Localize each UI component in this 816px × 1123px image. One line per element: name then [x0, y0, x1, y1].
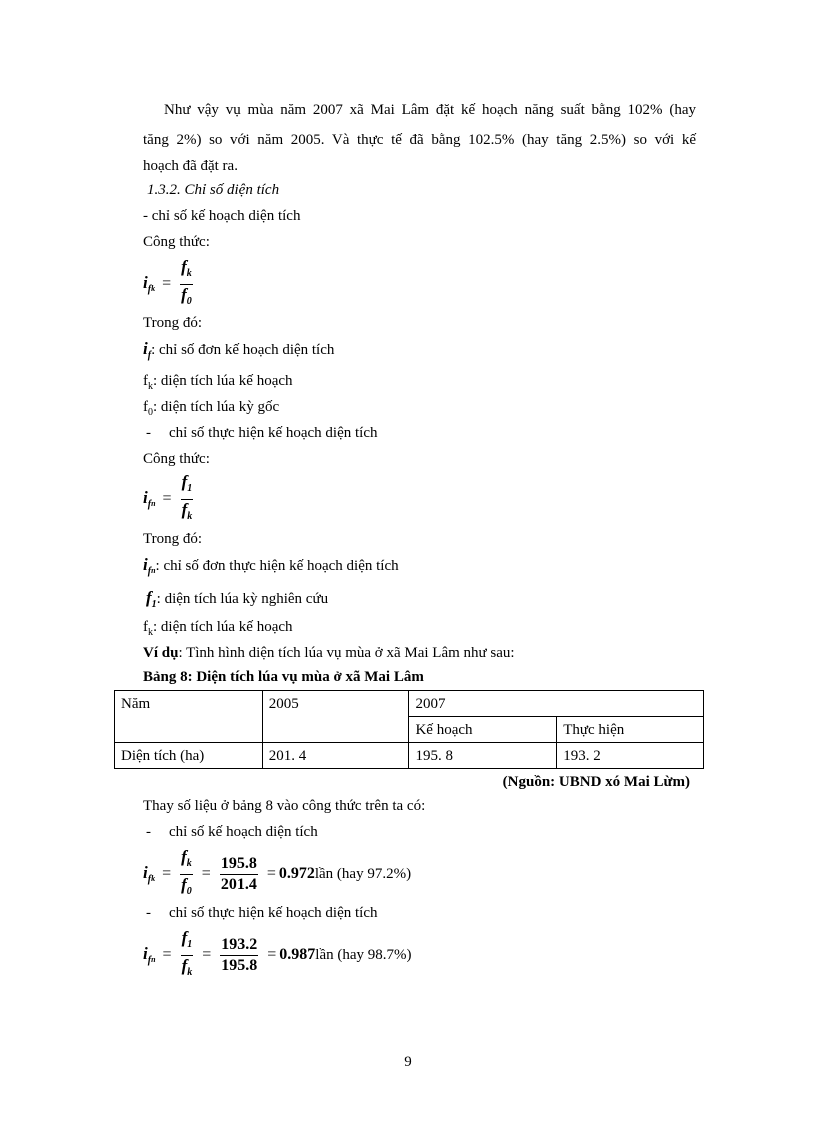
header-actual: Thực hiện	[557, 717, 704, 743]
plan-def-fk: $f_k$: diện tích lúa kế hoạch	[143, 373, 293, 392]
plan-formula-label: Công thức:	[143, 234, 210, 250]
exec-def-f1: $f_1$: diện tích lúa kỳ nghiên cứu	[146, 588, 329, 610]
example-line: Ví dụ: Tình hình diện tích lúa vụ mùa ở xã Mai Lâm như sau:	[143, 645, 515, 661]
table-row	[115, 743, 704, 769]
exec-formula-label: Công thức:	[143, 451, 210, 467]
header-plan: Kế hoạch	[409, 717, 557, 743]
plan-where-label: Trong đó:	[143, 315, 203, 331]
intro-line-3: hoạch đã đặt ra.	[143, 158, 238, 174]
plan-value-fraction: $\frac{195.8}{201.4}$	[220, 855, 257, 893]
calc-plan-label: - chỉ số kế hoạch diện tích	[146, 824, 318, 840]
calc-exec-label: - chỉ số thực hiện kế hoạch diện tích	[146, 905, 378, 921]
plan-def-f0: $f_0$: diện tích lúa kỳ gốc	[143, 399, 280, 418]
section-heading: 1.3.2. Chỉ số diện tích	[147, 182, 280, 198]
exec-def-i: $i_{fn}$: chỉ số đơn thực hiện kế hoạch diện tích	[143, 555, 399, 577]
page-number: 9	[404, 1054, 412, 1070]
calc-exec-formula: $i_fn$ = $\frac{f_1}{f_k}$ = $\frac{193.2}{195.8}$ = 0.987lần (hay 98.7%)	[143, 928, 412, 978]
cell-plan: 195. 8	[409, 743, 557, 769]
plan-index-formula: $i_fk$ = $\frac{f_k}{f_0}$	[143, 257, 195, 312]
plan-def-i: $i_f$: chỉ số đơn kế hoạch diện tích	[143, 339, 335, 361]
symbol-i: i	[143, 273, 148, 293]
exec-where-label: Trong đó:	[143, 531, 203, 547]
table-title: Bảng 8: Diện tích lúa vụ mùa ở xã Mai Lâm	[143, 669, 424, 685]
table-source: (Nguồn: UBND xó Mai Lừm)	[502, 774, 690, 790]
header-year: Năm	[115, 691, 263, 743]
exec-def-fk: $f_k$: diện tích lúa kế hoạch	[143, 619, 293, 638]
exec-result: 0.987	[279, 946, 316, 964]
calc-plan-formula: $i_fk$ = $\frac{f_k}{f_0}$ = $\frac{195.8}{201.4}$ = 0.972lần (hay 97.2%)	[143, 847, 412, 897]
plan-index-bullet: - chỉ số kế hoạch diện tích	[143, 208, 301, 224]
area-table	[114, 690, 704, 769]
plan-result: 0.972	[278, 865, 315, 883]
fraction-f1-fk: $\frac{f_1}{f_k}$	[181, 472, 193, 522]
header-2007: 2007	[409, 691, 704, 717]
table-row	[115, 691, 704, 717]
intro-line-1: Như vậy vụ mùa năm 2007 xã Mai Lâm đặt kế hoạch năng suất bằng 102% (hay	[164, 102, 696, 118]
row-label-area: Diện tích (ha)	[115, 743, 263, 769]
exec-index-bullet: - chỉ số thực hiện kế hoạch diện tích	[146, 425, 378, 441]
cell-actual: 193. 2	[557, 743, 704, 769]
calc-intro: Thay số liệu ở bảng 8 vào công thức trên ta có:	[143, 798, 426, 814]
exec-value-fraction: $\frac{193.2}{195.8}$	[221, 936, 258, 974]
exec-index-formula: $i_fn$ = $\frac{f_1}{f_k}$	[143, 472, 195, 527]
intro-line-2: tăng 2%) so với năm 2005. Và thực tế đã bằng 102.5% (hay tăng 2.5%) so với kế	[143, 132, 696, 148]
header-2005: 2005	[262, 691, 409, 743]
fraction-fk-f0: $\frac{f_k}{f_0}$	[181, 257, 192, 307]
cell-2005: 201. 4	[262, 743, 409, 769]
